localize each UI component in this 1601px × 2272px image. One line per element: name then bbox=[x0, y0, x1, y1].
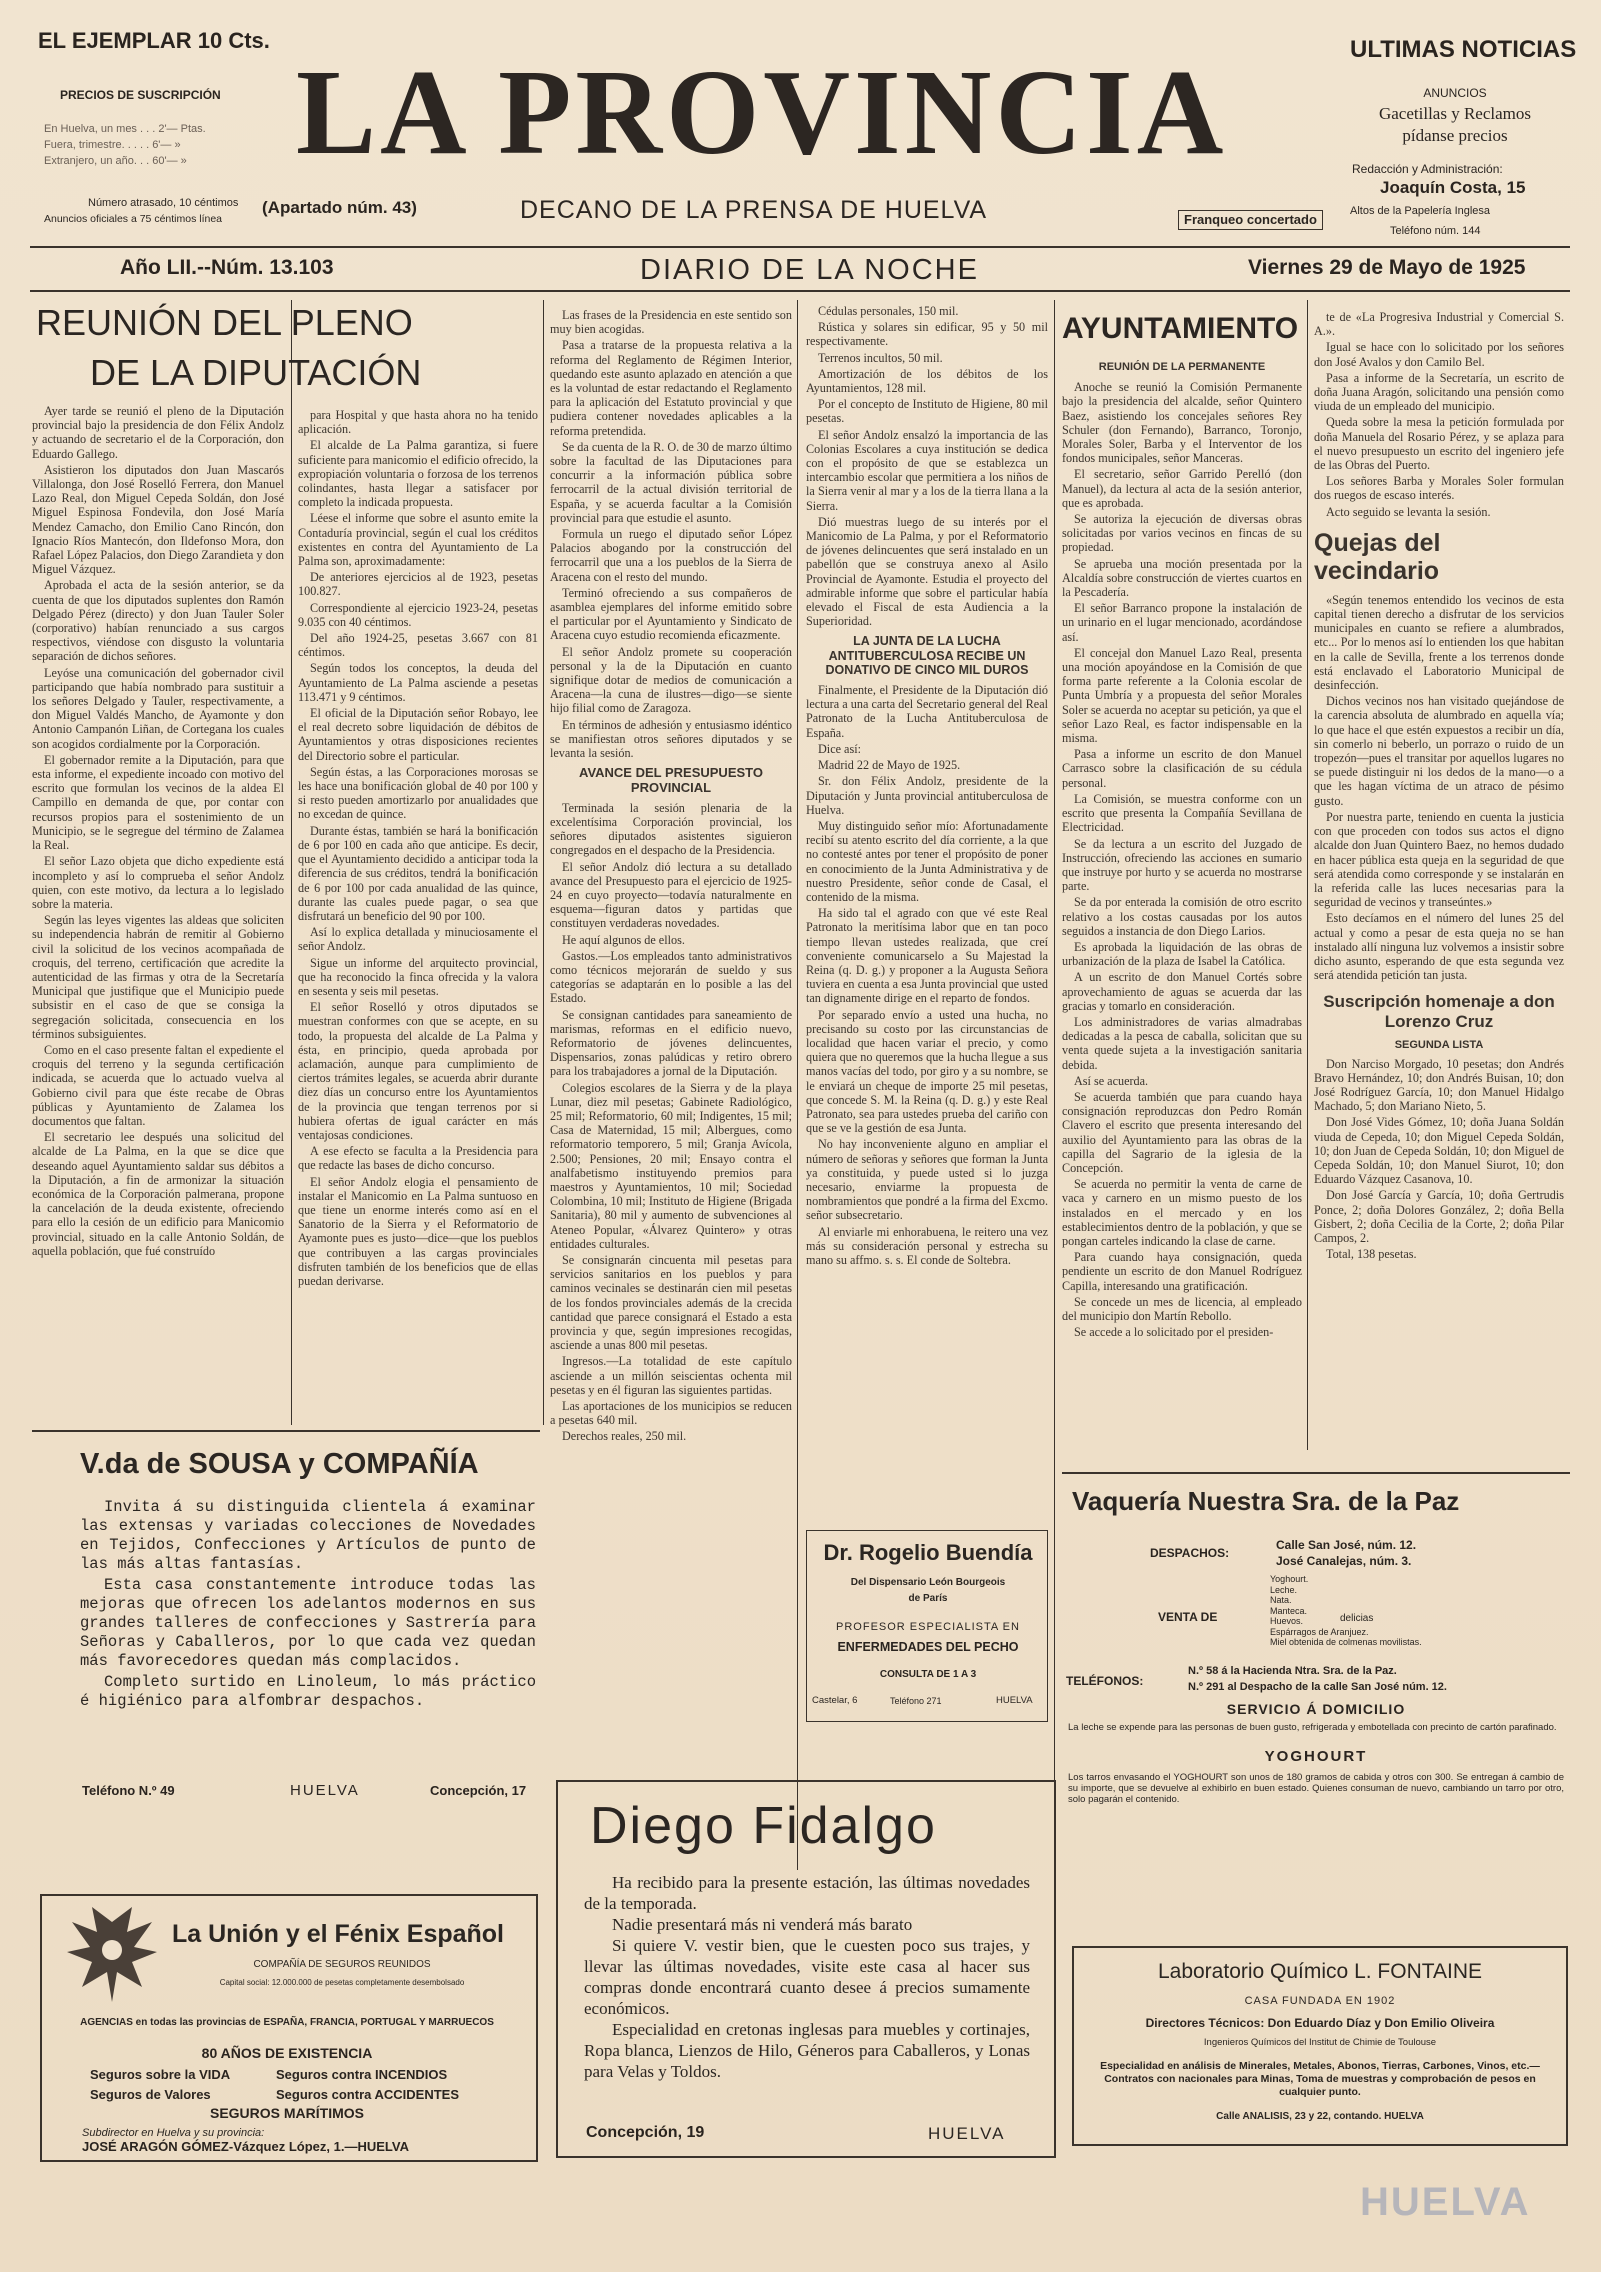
vaqueria-title: Vaquería Nuestra Sra. de la Paz bbox=[1072, 1486, 1460, 1516]
paragraph: Dió muestras luego de su interés por el Manicomio de La Palma, y por el Reformatorio de jóvenes delincuentes que será instalado en un pabellón que se construya anexo al Asilo Provincial de Ayamonte. Estudia el proyecto del admirable informe que sobre el particular había elevado el Fiscal de esta Audiencia a la Superioridad. bbox=[806, 514, 1048, 629]
headline-diputacion: DE LA DIPUTACIÓN bbox=[90, 352, 422, 393]
article-col-4 bbox=[806, 304, 1048, 1358]
paragraph: Anoche se reunió la Comisión Permanente bajo la presidencia del alcalde, señor Quintero Baez, asistiendo los concejales señores Rey Schuler (don Fernando), Barranco, Toronjo, Morales Soler, Barba y el Interventor de los fondos municipales, señor Manceras. bbox=[1062, 380, 1302, 466]
paragraph: He aquí algunos de ellos. bbox=[562, 932, 685, 947]
sousa-body bbox=[80, 1498, 536, 1711]
paragraph: Así se acuerda. bbox=[1074, 1073, 1149, 1088]
paragraph: Por separado envío a usted una hucha, no precisando su costo por las circunstancias de localidad que hacen variar el precio, y como quiera que no queremos que la hucha llegue a sus manos vacías del todo, por giro y a su nombre, se le enviará un cheque de importe 25 mil pesetas, que concede S. M. la Reina (q. D. g.) y este Real Patronato, sea para ustedes prueba del cariño con que se ve la gestión de esa Junta. bbox=[806, 1007, 1048, 1136]
buendia-consulta: CONSULTA DE 1 A 3 bbox=[879, 1669, 977, 1680]
vaqueria-yog-text: Los tarros envasando el YOGHOURT son unos de 180 gramos de cabida y otros con 300. Se entregan á cambio de su importe, que se devuelve al exhibirlo en buen estado. Quienes consuman de nuevo, cambiando un tarro por otro, solo pagarán el contenido. bbox=[1068, 1772, 1564, 1805]
vaqueria-top-rule bbox=[1062, 1472, 1570, 1474]
paragraph: Amortización de los débitos de los Ayuntamientos, 128 mil. bbox=[806, 366, 1048, 396]
paragraph: El secretario, señor Garrido Perelló (don Manuel), da lectura al acta de la sesión anterior, que es aprobada. bbox=[1062, 467, 1302, 510]
paragraph: Las aportaciones de los municipios se reducen a pesetas 640 mil. bbox=[550, 1399, 792, 1428]
paragraph: El señor Barranco propone la instalación de un urinario en el lugar mencionado, acordándose así. bbox=[1062, 601, 1302, 644]
paragraph: Sr. don Félix Andolz, presidente de la Diputación y Junta provincial antituberculosa de Huelva. bbox=[806, 774, 1048, 817]
paragraph: Las frases de la Presidencia en este sentido son muy bien acogidas. bbox=[550, 308, 792, 337]
fidalgo-p1: Ha recibido para la presente estación, las últimas novedades de la temporada. bbox=[584, 1873, 1030, 1913]
vaqueria-delicias: delicias bbox=[1340, 1613, 1374, 1624]
fidalgo-body bbox=[584, 1872, 1030, 2082]
article-col-6 bbox=[1314, 310, 1564, 1450]
sousa-p3: Completo surtido en Linoleum, lo más práctico é higiénico para alfombrar despachos. bbox=[80, 1673, 536, 1710]
paragraph: para Hospital y que hasta ahora no ha tenido aplicación. bbox=[298, 408, 538, 437]
buendia-name: Dr. Rogelio Buendía bbox=[823, 1540, 1033, 1565]
fidalgo-p2: Nadie presentará más ni venderá más barato bbox=[612, 1915, 913, 1934]
buendia-line-2: de París bbox=[908, 1593, 948, 1604]
paragraph: Leyóse una comunicación del gobernador civil participando que había nombrado para sustituir a los señores Delgado y Tauler, respectivamente, a don Miguel Valdés Mancho, de Ayamonte y don Antonio Campanón Liñan, de Cortegana los cuales son acogidos cordialmente por la Corporación. bbox=[32, 665, 284, 751]
admin-altos: Altos de la Papelería Inglesa bbox=[1350, 205, 1491, 217]
subscription-line-1: En Huelva, un mes . . . 2'— Ptas. bbox=[44, 123, 206, 135]
sousa-city: HUELVA bbox=[290, 1782, 360, 1799]
admin-label: Redacción y Administración: bbox=[1352, 162, 1503, 176]
union-seguro-1: Seguros sobre la VIDA bbox=[90, 2067, 231, 2082]
newspaper-title: LA PROVINCIA bbox=[296, 43, 1228, 180]
paragraph: El señor Lazo objeta que dicho expediente está incompleto y así lo comprueba el señor Andolz quien, con este motivo, da lectura a lo legislado sobre la materia. bbox=[32, 854, 284, 911]
paragraph: Pasa a tratarse de la propuesta relativa a la reforma del Reglamento de Régimen Interior, quedando este asunto aplazado en atención a que es la voluntad de estar redactando el Reglamento para la aplicación del Estatuto provincial y que pudiera contener novedades aplicables a la reforma pretendida. bbox=[550, 338, 792, 438]
buendia-phone: Teléfono 271 bbox=[890, 1696, 942, 1706]
venta-item: Leche. bbox=[1270, 1584, 1298, 1595]
paragraph: Cédulas personales, 150 mil. bbox=[818, 304, 959, 318]
fontaine-directors: Directores Técnicos: Don Eduardo Díaz y Don Emilio Oliveira bbox=[1145, 2016, 1495, 2030]
paragraph: El concejal don Manuel Lazo Real, presenta una moción apoyándose en la Comisión de que forma parte referente a la Colonia escolar de Punta Umbría y a propuesta del señor Morales Soler se acuerda no aceptar su petición, ya que el señor Lazo Real, es factor indispensable en la misma. bbox=[1062, 645, 1302, 746]
paragraph: Léese el informe que sobre el asunto emite la Contaduría provincial, según el cual los créditos existentes en contra del Ayuntamiento de La Palma son, aproximadamente: bbox=[298, 511, 538, 569]
sousa-phone: Teléfono N.º 49 bbox=[82, 1783, 175, 1798]
article-col-3 bbox=[550, 308, 792, 1872]
masthead-rule-bottom bbox=[30, 290, 1570, 292]
vaqueria-telefonos-label: TELÉFONOS: bbox=[1066, 1674, 1144, 1688]
paragraph: La Comisión, se muestra conforme con un escrito que presenta la Compañía Sevillana de Electricidad. bbox=[1062, 791, 1302, 835]
union-title: La Unión y el Fénix Español bbox=[172, 1920, 505, 1948]
issue-date: Viernes 29 de Mayo de 1925 bbox=[1248, 256, 1526, 279]
subscription-line-2: Fuera, trimestre. . . . . 6'— » bbox=[44, 139, 181, 151]
paragraph: Así lo explica detallada y minuciosamente el señor Andolz. bbox=[298, 925, 538, 954]
col-divider-1 bbox=[291, 300, 292, 1425]
franqueo-label: Franqueo concertado bbox=[1178, 210, 1323, 230]
union-seguro-3: Seguros de Valores bbox=[90, 2087, 211, 2102]
fidalgo-p3: Si quiere V. vestir bien, que le cuesten poco sus trajes, y llevar las últimas novedades, visite este casa al hacer sus compras donde encontrará cuanto desee á precios sumamente económicos. bbox=[584, 1936, 1030, 2018]
paragraph: El oficial de la Diputación señor Robayo, lee el real decreto sobre liquidación de débitos de Ayuntamientos y otras disposiciones recientes del Directorio sobre el particular. bbox=[298, 706, 538, 763]
buendia-city: HUELVA bbox=[996, 1695, 1033, 1706]
paragraph: Don José García y García, 10; doña Gertrudis Ponce, 2; doña Dolores González, 2; doña Bella Gisbert, 2; doña Cecilia de la Corte, 2; doña Pilar Campos, 2. bbox=[1314, 1188, 1564, 1245]
sousa-title: V.da de SOUSA y COMPAÑÍA bbox=[80, 1448, 479, 1480]
article-col-5 bbox=[1062, 360, 1302, 1450]
paragraph: Por nuestra parte, teniendo en cuenta la justicia con que proceden con todos sus actos el digno alcalde don Juan Quintero Baez, no hemos dudado en hacer pública esta queja en la seguridad de que será atendida como corresponde y se instalarán en la referida calle las luces necesarias para la seguridad de vecinos y transeúntes.» bbox=[1314, 809, 1564, 910]
paragraph: El alcalde de La Palma garantiza, si fuere suficiente para manicomio el edificio ofrecido, la expropiación voluntaria o forzosa de los terrenos colindantes, hasta llegar a satisfacer por completo la indicada propuesta. bbox=[298, 438, 538, 510]
col-divider-3 bbox=[797, 300, 798, 1870]
paragraph: El señor Andolz ensalzó la importancia de las Colonias Escolares a cuya institución se dedica con el propósito de que se establezca un intercambio escolar que permitiera a los niños de la Sierra venir al mar y a los de la tierra llana a la Sierra. bbox=[806, 427, 1048, 513]
paragraph: Se da por enterada la comisión de otro escrito relativo a los costas causadas por los autos seguidos a instancia de don Diego Larios. bbox=[1062, 895, 1302, 938]
fontaine-title: Laboratorio Químico L. FONTAINE bbox=[1157, 1960, 1483, 1983]
venta-item: Miel obtenida de colmenas movilistas. bbox=[1270, 1637, 1422, 1647]
paragraph: Muy distinguido señor mío: Afortunadamente recibí su atento escrito del día corriente, a la que no contesté antes por tener el propósito de poner en conocimiento de la Junta Administrativa y de nuestro Presidente, señor conde de Casal, el contenido de la misma. bbox=[806, 818, 1048, 904]
vaqueria-servicio-text: La leche se expende para las personas de buen gusto, refrigerada y embotellada con precinto de cartón parafinado. bbox=[1068, 1722, 1557, 1733]
paragraph: Total, 138 pesetas. bbox=[1326, 1247, 1417, 1262]
union-years: 80 AÑOS DE EXISTENCIA bbox=[201, 2045, 373, 2061]
anuncios-line-2: Gacetillas y Reclamos bbox=[1378, 104, 1531, 123]
paragraph: Durante éstas, también se hará la bonificación de 6 por 100 en cada año que anticipe. Es decir, que el Ayuntamiento decidido a anticipar toda la diferencia de sus créditos, tendrá la bonificación de 6 por 100 por cada anualidad de las quince, durante las cuales puede pagar, o sea que disfrutará un beneficio del 90 por 100. bbox=[298, 823, 538, 923]
buendia-line-1: Del Dispensario León Bourgeois bbox=[850, 1577, 1006, 1588]
paragraph: Don Narciso Morgado, 10 pesetas; don Andrés Bravo Hernández, 10; don Andrés Buisan, 10; don José Rodríguez García, 10; don Manuel Hidalgo Machado, 5; don Mariano Nieto, 5. bbox=[1314, 1056, 1564, 1114]
paragraph: No hay inconveniente alguno en ampliar el número de señoras y señores que forman la Junta ya constituida, y puede usted si lo juzga necesario, enviarme la propuesta de nombramientos que pondré a la firma del Excmo. señor subsecretario. bbox=[806, 1137, 1048, 1223]
apartado-label: (Apartado núm. 43) bbox=[262, 198, 417, 217]
paragraph: Pasa a informe un escrito de don Manuel Carrasco sobre la clasificación de su cédula personal. bbox=[1062, 747, 1302, 790]
paragraph: Dichos vecinos nos han visitado quejándose de la carencia absoluta de alumbrado en aquella vía; lo que hace el que estén expuestos a recibir un día, sin comerlo ni beberlo, un porrazo o ruido de un tropezón—pues el transitar por aquellos lugares no se puede distinguir ni los dedos de la mano—o a que les hagan víctima de un atraco de pésimo gusto. bbox=[1314, 694, 1564, 808]
subhead-permanente: REUNIÓN DE LA PERMANENTE bbox=[1098, 361, 1266, 373]
paragraph: Según éstas, a las Corporaciones morosas se les hace una bonificación global de 40 por 100 y si resto pueden amortizarlo por anualidades que no excedan de quince. bbox=[298, 764, 538, 822]
paragraph: Ha sido tal el agrado con que vé este Real Patronato la meritísima labor que en tan poco tiempo llevan ustedes realizada, que creí conveniente comunicarselo a Su Majestad la Reina (q. D. g.) y proponer a la Augusta Señora tuviera en cuenta a esa Junta provincial que usted tan dignamente dirige en el reparto de fondos. bbox=[806, 906, 1048, 1006]
paragraph: De anteriores ejercicios al de 1923, pesetas 100.827. bbox=[298, 570, 538, 599]
paragraph: A un escrito de don Manuel Cortés sobre aprovechamiento de aguas se acuerda dar las gracias y tomarlo en consideración. bbox=[1062, 970, 1302, 1013]
fontaine-ingenieros: Ingenieros Químicos del Institut de Chimie de Toulouse bbox=[1203, 2037, 1437, 2048]
year-number: Año LII.--Núm. 13.103 bbox=[120, 256, 334, 279]
paragraph: Asistieron los diputados don Juan Mascarós Villalonga, don José Roselló Ferrera, don Manuel Lazo Real, don Miguel Cepeda Soldán, don José Miguel Espinosa Fondevila, don José María Mendez Camacho, don Emilio Cano Rincón, don Ignacio Ríos Mantecón, don Ildefonso Mora, don Rafael López Palacios, don Diego Zarandieta y don Miguel Vázquez. bbox=[32, 462, 284, 577]
phoenix-icon bbox=[62, 1902, 162, 2012]
vaqueria-yoghourt: YOGHOURT bbox=[1264, 1748, 1368, 1765]
paragraph: Ingresos.—La totalidad de este capítulo asciende a un millón seiscientas ochenta mil pesetas y en él figuran las siguientes partidas. bbox=[550, 1354, 792, 1397]
paragraph: Por el concepto de Instituto de Higiene, 80 mil pesetas. bbox=[806, 397, 1048, 426]
paragraph: A ese efecto se faculta a la Presidencia para que redacte las bases de dicho concurso. bbox=[298, 1144, 538, 1173]
paragraph: Rústica y solares sin edificar, 95 y 50 mil respectivamente. bbox=[806, 320, 1048, 349]
paragraph: Colegios escolares de la Sierra y de la playa Lunar, diez mil pesetas; Gabinete Radiológico, 25 mil; Reformatorio, 60 mil; Indigentes, 15 mil; Casa de Maternidad, 15 mil; Albergues, como reformatorio temporero, 5 mil; Granja Avícola, 2.500; Pensiones, 20 mil; Ensayo contra el analfabetismo instituyendo premios para maestros y Ayuntamientos, 10 mil; Sociedad Colombina, 10 mil; Instituto de Higiene (Brigada Sanitaria), 80 mil y aumento de subvenciones al Ateneo Popular, «Álvarez Quintero» y otras entidades culturales. bbox=[550, 1080, 792, 1251]
fontaine-address: Calle ANALISIS, 23 y 22, contando. HUELVA bbox=[1216, 2111, 1424, 2122]
segunda-lista: SEGUNDA LISTA bbox=[1394, 1039, 1484, 1052]
vaqueria-despacho-1: Calle San José, núm. 12. bbox=[1276, 1538, 1417, 1552]
paragraph: Igual se hace con lo solicitado por los señores don José Avalos y don Camilo Bel. bbox=[1314, 340, 1564, 369]
paragraph: El señor Andolz dió lectura a su detallado avance del Presupuesto para el ejercicio de 1925-24 en cuyo proyecto—todavía naturalmente en esquema—figuran datos y partidas que constituyen verdaderas novedades. bbox=[550, 859, 792, 931]
article-col-2 bbox=[298, 408, 538, 1420]
paragraph: El señor Roselló y otros diputados se muestran conformes con que se acepte, en su todo, la propuesta del alcalde de La Palma y ésta, en principio, queda aprobada por aclamación, aunque para cumplimiento de ciertos trámites legales, se acuerda abrir durante diez días un concurso entre los Ayuntamientos de la provincia que tengan terrenos por si hubiera ofertas de igual carácter en más ventajosas condiciones. bbox=[298, 1000, 538, 1142]
buendia-line-4: ENFERMEDADES DEL PECHO bbox=[837, 1640, 1019, 1654]
paragraph: Al enviarle mi enhorabuena, le reitero una vez más su consideración personal y estrecha su mano su affmo. s. s. El conde de Soltebra. bbox=[806, 1224, 1048, 1267]
anuncios-label: ANUNCIOS bbox=[1423, 86, 1487, 100]
paragraph: Según todos los conceptos, la deuda del Ayuntamiento de La Palma asciende a pesetas 113.471 y 9 céntimos. bbox=[298, 661, 538, 704]
vaqueria-tel-2: N.º 291 al Despacho de la calle San José núm. 12. bbox=[1188, 1681, 1447, 1693]
vaqueria-despacho-2: José Canalejas, núm. 3. bbox=[1276, 1554, 1412, 1568]
paragraph: En términos de adhesión y entusiasmo idéntico se manifiestan otros señores diputados y se levanta la sesión. bbox=[550, 717, 792, 761]
buendia-address: Castelar, 6 bbox=[812, 1695, 858, 1706]
subhead-presupuesto: AVANCE DEL PRESUPUESTO PROVINCIAL bbox=[579, 765, 763, 795]
paragraph: Como en el caso presente faltan el expediente el croquis del terreno y la segunda certificación indicada, se acuerda que lo actuado vuelva al Gobierno civil para que éste recabe de Obras públicas y Ayuntamiento de Zalamea los documentos que faltan. bbox=[32, 1042, 284, 1128]
paragraph: Se consignarán cincuenta mil pesetas para servicios sanitarios en los pueblos y para caminos vecinales se destinarán cien mil pesetas de los fondos provinciales además de la crecida cantidad que parece consignará el Estado a esta provincia y que, según impresiones recogidas, asciende a unas 800 mil pesetas. bbox=[550, 1253, 792, 1353]
vaqueria-venta-list bbox=[1270, 1574, 1422, 1648]
paragraph: Formula un ruego el diputado señor López Palacios abogando por la construcción del ferrocarril que una a los pueblos de la Sierra de Aracena con el resto del mundo. bbox=[550, 527, 792, 584]
venta-item: Manteca. bbox=[1270, 1605, 1308, 1616]
paragraph: Queda sobre la mesa la petición formulada por doña Manuela del Rosario Pérez, y se aplaza para el nuevo presupuesto un escrito del ingeniero jefe de las Obras del Puerto. bbox=[1314, 415, 1564, 473]
headline-ayuntamiento: AYUNTAMIENTO bbox=[1062, 312, 1299, 345]
fidalgo-city: HUELVA bbox=[928, 2124, 1006, 2143]
paragraph: Sigue un informe del arquitecto provincial, que ha reconocido la finca ofrecida y la valora en sesenta y seis mil pesetas. bbox=[298, 955, 538, 998]
paragraph: Correspondiente al ejercicio 1923-24, pesetas 9.035 con 40 céntimos. bbox=[298, 600, 538, 629]
paragraph: Se acuerda no permitir la venta de carne de vaca y carnero en un mismo puesto de los instalados en el mercado y en los establecimientos dentro de la población, y que se pongan carteles indicando la clase de carne. bbox=[1062, 1177, 1302, 1248]
paragraph: Derechos reales, 250 mil. bbox=[562, 1429, 687, 1444]
paragraph: El señor Andolz promete su cooperación personal y la de la Diputación en cuanto signifique dotar de medios de comunicación a Aracena—la cuna de ilustres—digo—se siente hijo filial como de Zaragoza. bbox=[550, 644, 792, 716]
col-divider-5 bbox=[1307, 300, 1308, 1450]
col-divider-2 bbox=[543, 300, 544, 1425]
subhead-lucha: LA JUNTA DE LA LUCHA ANTITUBERCULOSA RECIBE UN DONATIVO DE CINCO MIL DUROS bbox=[825, 634, 1029, 677]
sousa-address: Concepción, 17 bbox=[430, 1783, 527, 1798]
article-col-1 bbox=[32, 404, 284, 1422]
paragraph: Terminada la sesión plenaria de la excelentísima Corporación provincial, los señores diputados asistentes siguieron congregados en el despacho de la Presidencia. bbox=[550, 800, 792, 858]
paragraph: Se concede un mes de licencia, al empleado del municipio don Martín Rebollo. bbox=[1062, 1294, 1302, 1323]
union-subdirector: Subdirector en Huelva y su provincia: bbox=[82, 2127, 265, 2139]
vaqueria-servicio: SERVICIO Á DOMICILIO bbox=[1226, 1701, 1406, 1717]
union-seguro-5: SEGUROS MARÍTIMOS bbox=[209, 2105, 364, 2121]
price-label: EL EJEMPLAR 10 Cts. bbox=[38, 28, 270, 53]
paragraph: Se aprueba una moción presentada por la Alcaldía sobre construcción de viertes cuartos en la Pescadería. bbox=[1062, 556, 1302, 600]
headline-suscripcion: Suscripción homenaje a don Lorenzo Cruz bbox=[1323, 992, 1555, 1032]
union-seguro-2: Seguros contra INCENDIOS bbox=[276, 2067, 448, 2082]
diario-label: DIARIO DE LA NOCHE bbox=[640, 254, 979, 286]
union-name: JOSÉ ARAGÓN GÓMEZ-Vázquez López, 1.—HUELVA bbox=[82, 2139, 409, 2154]
ultimas-noticias: ULTIMAS NOTICIAS bbox=[1350, 36, 1577, 63]
venta-item: Yoghourt. bbox=[1270, 1574, 1309, 1584]
union-seguro-4: Seguros contra ACCIDENTES bbox=[276, 2087, 459, 2102]
paragraph: Según las leyes vigentes las aldeas que soliciten su independencia habrán de remitir al Gobierno civil la solicitud de los vecinos acompañada de croquis, del terreno, certificación que acredite la autenticidad de las firmas y otra de la Secretaría Municipal que justifique que el Municipio puede subsistir en el caso de que se consiga la segregación solicitada, consecuencia en los términos subsiguientes. bbox=[32, 913, 284, 1041]
union-sub: COMPAÑÍA DE SEGUROS REUNIDOS bbox=[253, 1959, 431, 1970]
vaqueria-tel-1: N.º 58 á la Hacienda Ntra. Sra. de la Paz. bbox=[1188, 1665, 1397, 1677]
fidalgo-address: Concepción, 19 bbox=[586, 2124, 705, 2141]
decano-label: DECANO DE LA PRENSA DE HUELVA bbox=[520, 196, 988, 224]
paragraph: Gastos.—Los empleados tanto administrativos como técnicos mejorarán de sueldo y sus categorías se adaptarán en lo posible a las del Estado. bbox=[550, 948, 792, 1006]
paragraph: Se acuerda también que para cuando haya consignación reproduzcas don Pedro Román Clavero el escrito que presenta interesando del auxilio del Ayuntamiento para las obras de la capilla del Sagrario de la iglesia de la Concepción. bbox=[1062, 1089, 1302, 1175]
ads-note: Anuncios oficiales a 75 céntimos línea bbox=[44, 213, 223, 225]
paragraph: te de «La Progresiva Industrial y Comercial S. A.». bbox=[1314, 310, 1564, 339]
paragraph: Es aprobada la liquidación de las obras de urbanización de la plaza de Isabel la Católica. bbox=[1062, 939, 1302, 969]
subscription-title: PRECIOS DE SUSCRIPCIÓN bbox=[60, 88, 221, 102]
fontaine-special: Especialidad en análisis de Minerales, Metales, Abonos, Tierras, Carbones, Vinos, etc.— Contratos con nacionales para Minas, Toma de muestras y comprobación de pesos en cualquier punto. bbox=[1100, 2060, 1540, 2098]
paragraph: Madrid 22 de Mayo de 1925. bbox=[818, 758, 961, 773]
paragraph: Esto decíamos en el número del lunes 25 del actual y como a pesar de esta queja no se han instalado allí ninguna luz volvemos a insistir sobre dicho asunto, esperando de que esta segunda vez será atendida petición tan justa. bbox=[1314, 911, 1564, 983]
vaqueria-despachos-label: DESPACHOS: bbox=[1150, 1546, 1230, 1560]
paragraph: Don José Vides Gómez, 10; doña Juana Soldán viuda de Cepeda, 10; don Miguel Cepeda Soldán, 10; don Juan de Cepeda Soldán, 10; don Miguel de Cepeda Soldán, 10; don Manuel Siurot, 10; don Eduardo Vázquez Casanova, 10. bbox=[1314, 1115, 1564, 1187]
masthead-rule-top bbox=[30, 246, 1570, 248]
fontaine-founded: CASA FUNDADA EN 1902 bbox=[1244, 1995, 1396, 2007]
paragraph: Terrenos incultos, 50 mil. bbox=[818, 350, 943, 365]
paragraph: Se autoriza la ejecución de diversas obras solicitadas por varios vecinos en fincas de su propiedad. bbox=[1062, 512, 1302, 555]
vaqueria-venta-label: VENTA DE bbox=[1158, 1610, 1218, 1624]
venta-item: Espárragos de Aranjuez. bbox=[1270, 1626, 1369, 1637]
subscription-line-3: Extranjero, un año. . . 60'— » bbox=[44, 155, 187, 167]
paragraph: Finalmente, el Presidente de la Diputación dió lectura a una carta del Secretario general del Real Patronato de la Lucha Antituberculosa de España. bbox=[806, 683, 1048, 740]
paragraph: Ayer tarde se reunió el pleno de la Diputación provincial bajo la presidencia de don Félix Andolz y actuando de secretario el de la Corporación, don Eduardo Gallego. bbox=[32, 404, 284, 461]
paragraph: Se da cuenta de la R. O. de 30 de marzo último sobre la facultad de las Diputaciones para concurrir a la información pública sobre ferrocarril de la actual división territorial de España, y se acuerda facultar a la Comisión provincial para que estudie el asunto. bbox=[550, 439, 792, 525]
paragraph: Se accede a lo solicitado por el presiden- bbox=[1074, 1325, 1274, 1340]
paragraph: Se consignan cantidades para saneamiento de marismas, reformas en el edificio nuevo, Reformatorio de jóvenes delincuentes, Dispensarios, zonas palúdicas y retiro obrero para los trabajadores a jornal de la Diputación. bbox=[550, 1007, 792, 1079]
paragraph: Para cuando haya consignación, queda pendiente un escrito de don Manuel Rodríguez Capilla, interesando una gratificación. bbox=[1062, 1250, 1302, 1293]
paragraph: Acto seguido se levanta la sesión. bbox=[1326, 504, 1491, 519]
paragraph: Terminó ofreciendo a sus compañeros de asamblea ejemplares del informe emitido sobre el particular por el Ayuntamiento y Sindicato de Aracena cuyo estudio recomienda eficazmente. bbox=[550, 585, 792, 643]
headline-pleno: REUNIÓN DEL PLENO bbox=[36, 302, 413, 343]
back-issue-note: Número atrasado, 10 céntimos bbox=[88, 197, 239, 209]
paragraph: «Según tenemos entendido los vecinos de esta capital tienen derecho a disfrutar de los servicios municipales en cuanto se refiere a alumbrados, etc... Por lo menos así lo entienden los que habitan en la calle de Sevilla, frente a los terrenos donde está enclavado el Laboratorio Municipal de desinfección. bbox=[1314, 592, 1564, 693]
paragraph: El gobernador remite a la Diputación, para que esta informe, el expediente incoado con motivo del escrito que formulan los vecinos de la aldea El Campillo en demanda de que, por contar con recursos propios para el sostenimiento de un Municipio, se le segregue del término de Zalamea la Real. bbox=[32, 752, 284, 853]
paragraph: Dice así: bbox=[818, 741, 861, 756]
venta-item: Huevos. bbox=[1270, 1616, 1304, 1626]
admin-address: Joaquín Costa, 15 bbox=[1380, 178, 1526, 197]
fidalgo-name: Diego Fidalgo bbox=[590, 1797, 937, 1855]
sousa-p1: Invita á su distinguida clientela á examinar las extensas y variadas colecciones de Novedades en Tejidos, Confecciones y Artículos de punto de las más altas fantasías. bbox=[80, 1498, 536, 1573]
paragraph: Pasa a informe de la Secretaría, un escrito de doña Juana Aragón, solicitando una pensión como viuda de un empleado del municipio. bbox=[1314, 370, 1564, 414]
paragraph: Del año 1924-25, pesetas 3.667 con 81 céntimos. bbox=[298, 631, 538, 660]
buendia-line-3: PROFESOR ESPECIALISTA EN bbox=[836, 1621, 1020, 1633]
sousa-top-rule bbox=[32, 1430, 540, 1432]
paragraph: Los administradores de varias almadrabas dedicadas a la pesca de caballa, solicitan que su venta quede sujeta a la investigación sanitaria debida. bbox=[1062, 1014, 1302, 1072]
paragraph: El señor Andolz elogia el pensamiento de instalar el Manicomio en La Palma suntuoso en que tiene un enorme interés como así en el Sanatorio de la Sierra y el Reformatorio de Ayamonte pues es justo—dice—que los pueblos que contribuyen a las cargas provinciales disfruten también de los beneficios que de ellas puedan derivarse. bbox=[298, 1174, 538, 1288]
sousa-p2: Esta casa constantemente introduce todas las mejoras que ofrecen los adelantos modernos en sus grandes talleres de confecciones y Sastrería para Señoras y Caballeros, por lo que cada vez quedan más favorecedores quedan más complacidos. bbox=[80, 1576, 536, 1670]
anuncios-line-3: pídanse precios bbox=[1402, 126, 1508, 145]
headline-quejas: Quejas del vecindario bbox=[1314, 528, 1441, 585]
union-capital: Capital social: 12.000.000 de pesetas completamente desembolsado bbox=[219, 1978, 465, 1987]
fidalgo-p4: Especialidad en cretonas inglesas para muebles y cortinajes, Ropa blanca, Lienzos de Hilo, Géneros para Caballeros, y Lonas para Velas y Toldos. bbox=[584, 2020, 1030, 2081]
paragraph: Se da lectura a un escrito del Juzgado de Instrucción, ofreciendo las acciones en sumario que instruye por hurto y se acuerda no mostrarse parte. bbox=[1062, 836, 1302, 894]
paragraph: El secretario lee después una solicitud del alcalde de La Palma, en la que se dice que deseando aquel Ayuntamiento saldar sus débitos a la Diputación, a fin de armonizar la situación económica de la Corporación palmerana, propone la cancelación de la deuda existente, ofreciendo para ello la cesión de un edificio para Manicomio provincial, situado en la calle Antonio Soldán, de aquella población, que fué construído bbox=[32, 1130, 284, 1258]
paragraph: Los señores Barba y Morales Soler formulan dos ruegos de escaso interés. bbox=[1314, 474, 1564, 503]
archive-watermark: HUELVA bbox=[1360, 2180, 1531, 2224]
paragraph: Aprobada el acta de la sesión anterior, se da cuenta de que los diputados suplentes don Ramón Delgado Pérez (directo) y don Juan Tauler Soler (corporativo) habían renunciado a sus cargos respectivos, viéndose con disgusto la voluntaria separación de dichos señores. bbox=[32, 578, 284, 664]
admin-phone: Teléfono núm. 144 bbox=[1390, 225, 1481, 237]
union-agencias: AGENCIAS en todas las provincias de ESPAÑA, FRANCIA, PORTUGAL Y MARRUECOS bbox=[80, 2017, 494, 2028]
venta-item: Nata. bbox=[1270, 1595, 1292, 1605]
